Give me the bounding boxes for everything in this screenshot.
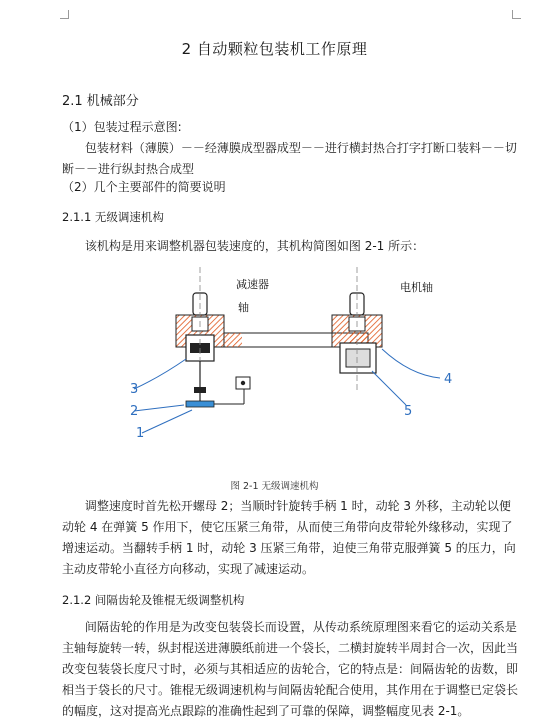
chapter-title: 2 自动颗粒包装机工作原理 (181, 40, 368, 58)
part-number-3: 3 (130, 382, 139, 397)
item2-title: （2）几个主要部件的简要说明 (62, 180, 226, 194)
part-number-4: 4 (444, 372, 453, 387)
item1-title: （1）包装过程示意图: (62, 120, 182, 134)
part-number-5: 5 (404, 404, 413, 419)
crop-mark-left (60, 10, 69, 19)
figure-caption: 图 2-1 无级调速机构 (230, 481, 319, 492)
part-number-2: 2 (130, 404, 139, 419)
crop-mark-right (512, 10, 521, 19)
section-heading-2-1: 2.1 机械部分 (62, 94, 139, 109)
section-heading-2-1-2: 2.1.2 间隔齿轮及锥棍无级调整机构 (62, 593, 245, 607)
handle-and-nut (186, 361, 250, 407)
speed-paragraph: 调整速度时首先松开螺母 2；当顺时针旋转手柄 1 时，动轮 3 外移，主动轮以便动轮 4 在弹簧 5 作用下，使它压紧三角带，从而使三角带向皮带轮外缘移动，实现了增速运动。当翻转手柄 1 时，动轮 3 压紧三角带，迫使三角带克服弹簧 5 的压力，向主动皮带轮小直径方向移动，实现了减速运动。 (62, 499, 516, 576)
label-motor-shaft: 电机轴 (400, 281, 433, 294)
item1-body: 包装材料（薄膜）－－经薄膜成型器成型－－进行横封热合打字打断口装料－－切断－－进行纵封热合成型 (62, 141, 517, 176)
label-shaft: 轴 (238, 301, 249, 314)
intro-paragraph: 该机构是用来调整机器包装速度的，其机构简图如图 2-1 所示： (62, 239, 425, 253)
label-reducer: 减速器 (236, 278, 269, 291)
part-number-1: 1 (136, 426, 145, 441)
section-heading-2-1-1: 2.1.1 无级调速机构 (62, 210, 164, 224)
mechanism-figure (110, 265, 453, 460)
gear-paragraph: 间隔齿轮的作用是为改变包装袋长而设置，从传动系统原理图来看它的运动关系是主轴每旋转一转，纵封棍送进薄膜纸前进一个袋长，二横封旋转半周封合一次，因此当改变包装袋长度尺寸时，必须与其相适应的齿轮合，它的特点是：间隔齿轮的齿数，即相当于袋长的尺寸。锥棍无级调速机构与间隔齿轮配合使用，其作用在于调整已定袋长的幅度，这对提高光点跟踪的准确性起到了可靠的保障，调整幅度见表 2-1。 (62, 620, 519, 718)
